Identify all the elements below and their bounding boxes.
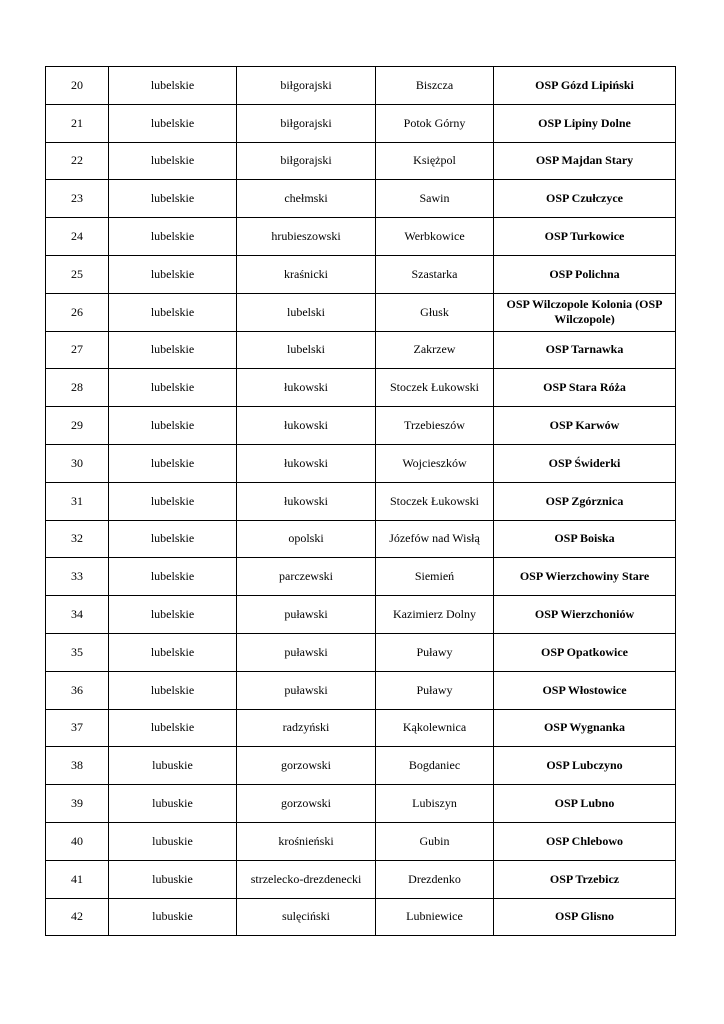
county-cell: parczewski [237, 558, 376, 596]
voivodeship-cell: lubelskie [109, 520, 237, 558]
county-cell: hrubieszowski [237, 218, 376, 256]
commune-cell: Biszcza [376, 67, 494, 105]
voivodeship-cell: lubuskie [109, 822, 237, 860]
table-row [46, 104, 676, 142]
row-number-cell: 41 [46, 860, 109, 898]
commune-cell: Józefów nad Wisłą [376, 520, 494, 558]
fire-unit-cell: OSP Opatkowice [494, 633, 676, 671]
county-cell: radzyński [237, 709, 376, 747]
commune-cell: Potok Górny [376, 104, 494, 142]
table-row [46, 671, 676, 709]
county-cell: sulęciński [237, 898, 376, 936]
county-cell: biłgorajski [237, 67, 376, 105]
table-body [46, 67, 676, 936]
fire-unit-cell: OSP Wierzchowiny Stare [494, 558, 676, 596]
row-number-cell: 39 [46, 785, 109, 823]
row-number-cell: 37 [46, 709, 109, 747]
county-cell: biłgorajski [237, 142, 376, 180]
fire-unit-cell: OSP Wygnanka [494, 709, 676, 747]
county-cell: łukowski [237, 444, 376, 482]
voivodeship-cell: lubelskie [109, 142, 237, 180]
table-row [46, 67, 676, 105]
voivodeship-cell: lubelskie [109, 218, 237, 256]
commune-cell: Sawin [376, 180, 494, 218]
table-row [46, 407, 676, 445]
fire-unit-cell: OSP Glisno [494, 898, 676, 936]
commune-cell: Gubin [376, 822, 494, 860]
fire-unit-cell: OSP Turkowice [494, 218, 676, 256]
fire-unit-cell: OSP Stara Róża [494, 369, 676, 407]
fire-unit-cell: OSP Polichna [494, 255, 676, 293]
row-number-cell: 42 [46, 898, 109, 936]
row-number-cell: 26 [46, 293, 109, 331]
voivodeship-cell: lubuskie [109, 785, 237, 823]
voivodeship-cell: lubelskie [109, 293, 237, 331]
table-row [46, 180, 676, 218]
county-cell: biłgorajski [237, 104, 376, 142]
county-cell: opolski [237, 520, 376, 558]
county-cell: łukowski [237, 407, 376, 445]
commune-cell: Szastarka [376, 255, 494, 293]
county-cell: krośnieński [237, 822, 376, 860]
row-number-cell: 34 [46, 596, 109, 634]
row-number-cell: 23 [46, 180, 109, 218]
voivodeship-cell: lubelskie [109, 596, 237, 634]
voivodeship-cell: lubelskie [109, 709, 237, 747]
commune-cell: Kąkolewnica [376, 709, 494, 747]
county-cell: kraśnicki [237, 255, 376, 293]
county-cell: lubelski [237, 293, 376, 331]
county-cell: puławski [237, 633, 376, 671]
voivodeship-cell: lubuskie [109, 747, 237, 785]
table-row [46, 520, 676, 558]
commune-cell: Drezdenko [376, 860, 494, 898]
osp-units-table [45, 66, 676, 936]
county-cell: strzelecko-drezdenecki [237, 860, 376, 898]
voivodeship-cell: lubelskie [109, 407, 237, 445]
county-cell: puławski [237, 671, 376, 709]
row-number-cell: 33 [46, 558, 109, 596]
row-number-cell: 22 [46, 142, 109, 180]
commune-cell: Stoczek Łukowski [376, 482, 494, 520]
voivodeship-cell: lubelskie [109, 369, 237, 407]
commune-cell: Lubiszyn [376, 785, 494, 823]
voivodeship-cell: lubelskie [109, 558, 237, 596]
row-number-cell: 20 [46, 67, 109, 105]
row-number-cell: 40 [46, 822, 109, 860]
fire-unit-cell: OSP Wierzchoniów [494, 596, 676, 634]
voivodeship-cell: lubelskie [109, 180, 237, 218]
voivodeship-cell: lubuskie [109, 898, 237, 936]
voivodeship-cell: lubelskie [109, 671, 237, 709]
commune-cell: Głusk [376, 293, 494, 331]
fire-unit-cell: OSP Majdan Stary [494, 142, 676, 180]
row-number-cell: 25 [46, 255, 109, 293]
commune-cell: Lubniewice [376, 898, 494, 936]
fire-unit-cell: OSP Trzebicz [494, 860, 676, 898]
county-cell: chełmski [237, 180, 376, 218]
county-cell: łukowski [237, 482, 376, 520]
commune-cell: Trzebieszów [376, 407, 494, 445]
table-row [46, 331, 676, 369]
fire-unit-cell: OSP Lubczyno [494, 747, 676, 785]
county-cell: lubelski [237, 331, 376, 369]
fire-unit-cell: OSP Boiska [494, 520, 676, 558]
voivodeship-cell: lubuskie [109, 860, 237, 898]
table-row [46, 747, 676, 785]
fire-unit-cell: OSP Lipiny Dolne [494, 104, 676, 142]
row-number-cell: 27 [46, 331, 109, 369]
table-row [46, 860, 676, 898]
row-number-cell: 28 [46, 369, 109, 407]
table-row [46, 596, 676, 634]
voivodeship-cell: lubelskie [109, 444, 237, 482]
row-number-cell: 24 [46, 218, 109, 256]
fire-unit-cell: OSP Wilczopole Kolonia (OSP Wilczopole) [494, 293, 676, 331]
county-cell: gorzowski [237, 785, 376, 823]
table-row [46, 255, 676, 293]
commune-cell: Puławy [376, 671, 494, 709]
county-cell: puławski [237, 596, 376, 634]
commune-cell: Stoczek Łukowski [376, 369, 494, 407]
commune-cell: Wojcieszków [376, 444, 494, 482]
table-row [46, 558, 676, 596]
table-row [46, 218, 676, 256]
commune-cell: Księżpol [376, 142, 494, 180]
table-row [46, 898, 676, 936]
voivodeship-cell: lubelskie [109, 104, 237, 142]
fire-unit-cell: OSP Włostowice [494, 671, 676, 709]
commune-cell: Bogdaniec [376, 747, 494, 785]
voivodeship-cell: lubelskie [109, 633, 237, 671]
fire-unit-cell: OSP Lubno [494, 785, 676, 823]
table-row [46, 785, 676, 823]
row-number-cell: 38 [46, 747, 109, 785]
commune-cell: Kazimierz Dolny [376, 596, 494, 634]
commune-cell: Puławy [376, 633, 494, 671]
row-number-cell: 36 [46, 671, 109, 709]
table-row [46, 822, 676, 860]
table-row [46, 444, 676, 482]
county-cell: gorzowski [237, 747, 376, 785]
fire-unit-cell: OSP Chlebowo [494, 822, 676, 860]
row-number-cell: 30 [46, 444, 109, 482]
fire-unit-cell: OSP Karwów [494, 407, 676, 445]
voivodeship-cell: lubelskie [109, 255, 237, 293]
fire-unit-cell: OSP Tarnawka [494, 331, 676, 369]
commune-cell: Siemień [376, 558, 494, 596]
table-row [46, 369, 676, 407]
table-row [46, 709, 676, 747]
county-cell: łukowski [237, 369, 376, 407]
row-number-cell: 29 [46, 407, 109, 445]
fire-unit-cell: OSP Czułczyce [494, 180, 676, 218]
table-row [46, 142, 676, 180]
voivodeship-cell: lubelskie [109, 67, 237, 105]
row-number-cell: 35 [46, 633, 109, 671]
fire-unit-cell: OSP Świderki [494, 444, 676, 482]
commune-cell: Zakrzew [376, 331, 494, 369]
commune-cell: Werbkowice [376, 218, 494, 256]
row-number-cell: 31 [46, 482, 109, 520]
voivodeship-cell: lubelskie [109, 331, 237, 369]
table-row [46, 633, 676, 671]
fire-unit-cell: OSP Gózd Lipiński [494, 67, 676, 105]
fire-unit-cell: OSP Zgórznica [494, 482, 676, 520]
row-number-cell: 32 [46, 520, 109, 558]
table-row [46, 293, 676, 331]
voivodeship-cell: lubelskie [109, 482, 237, 520]
table-row [46, 482, 676, 520]
row-number-cell: 21 [46, 104, 109, 142]
